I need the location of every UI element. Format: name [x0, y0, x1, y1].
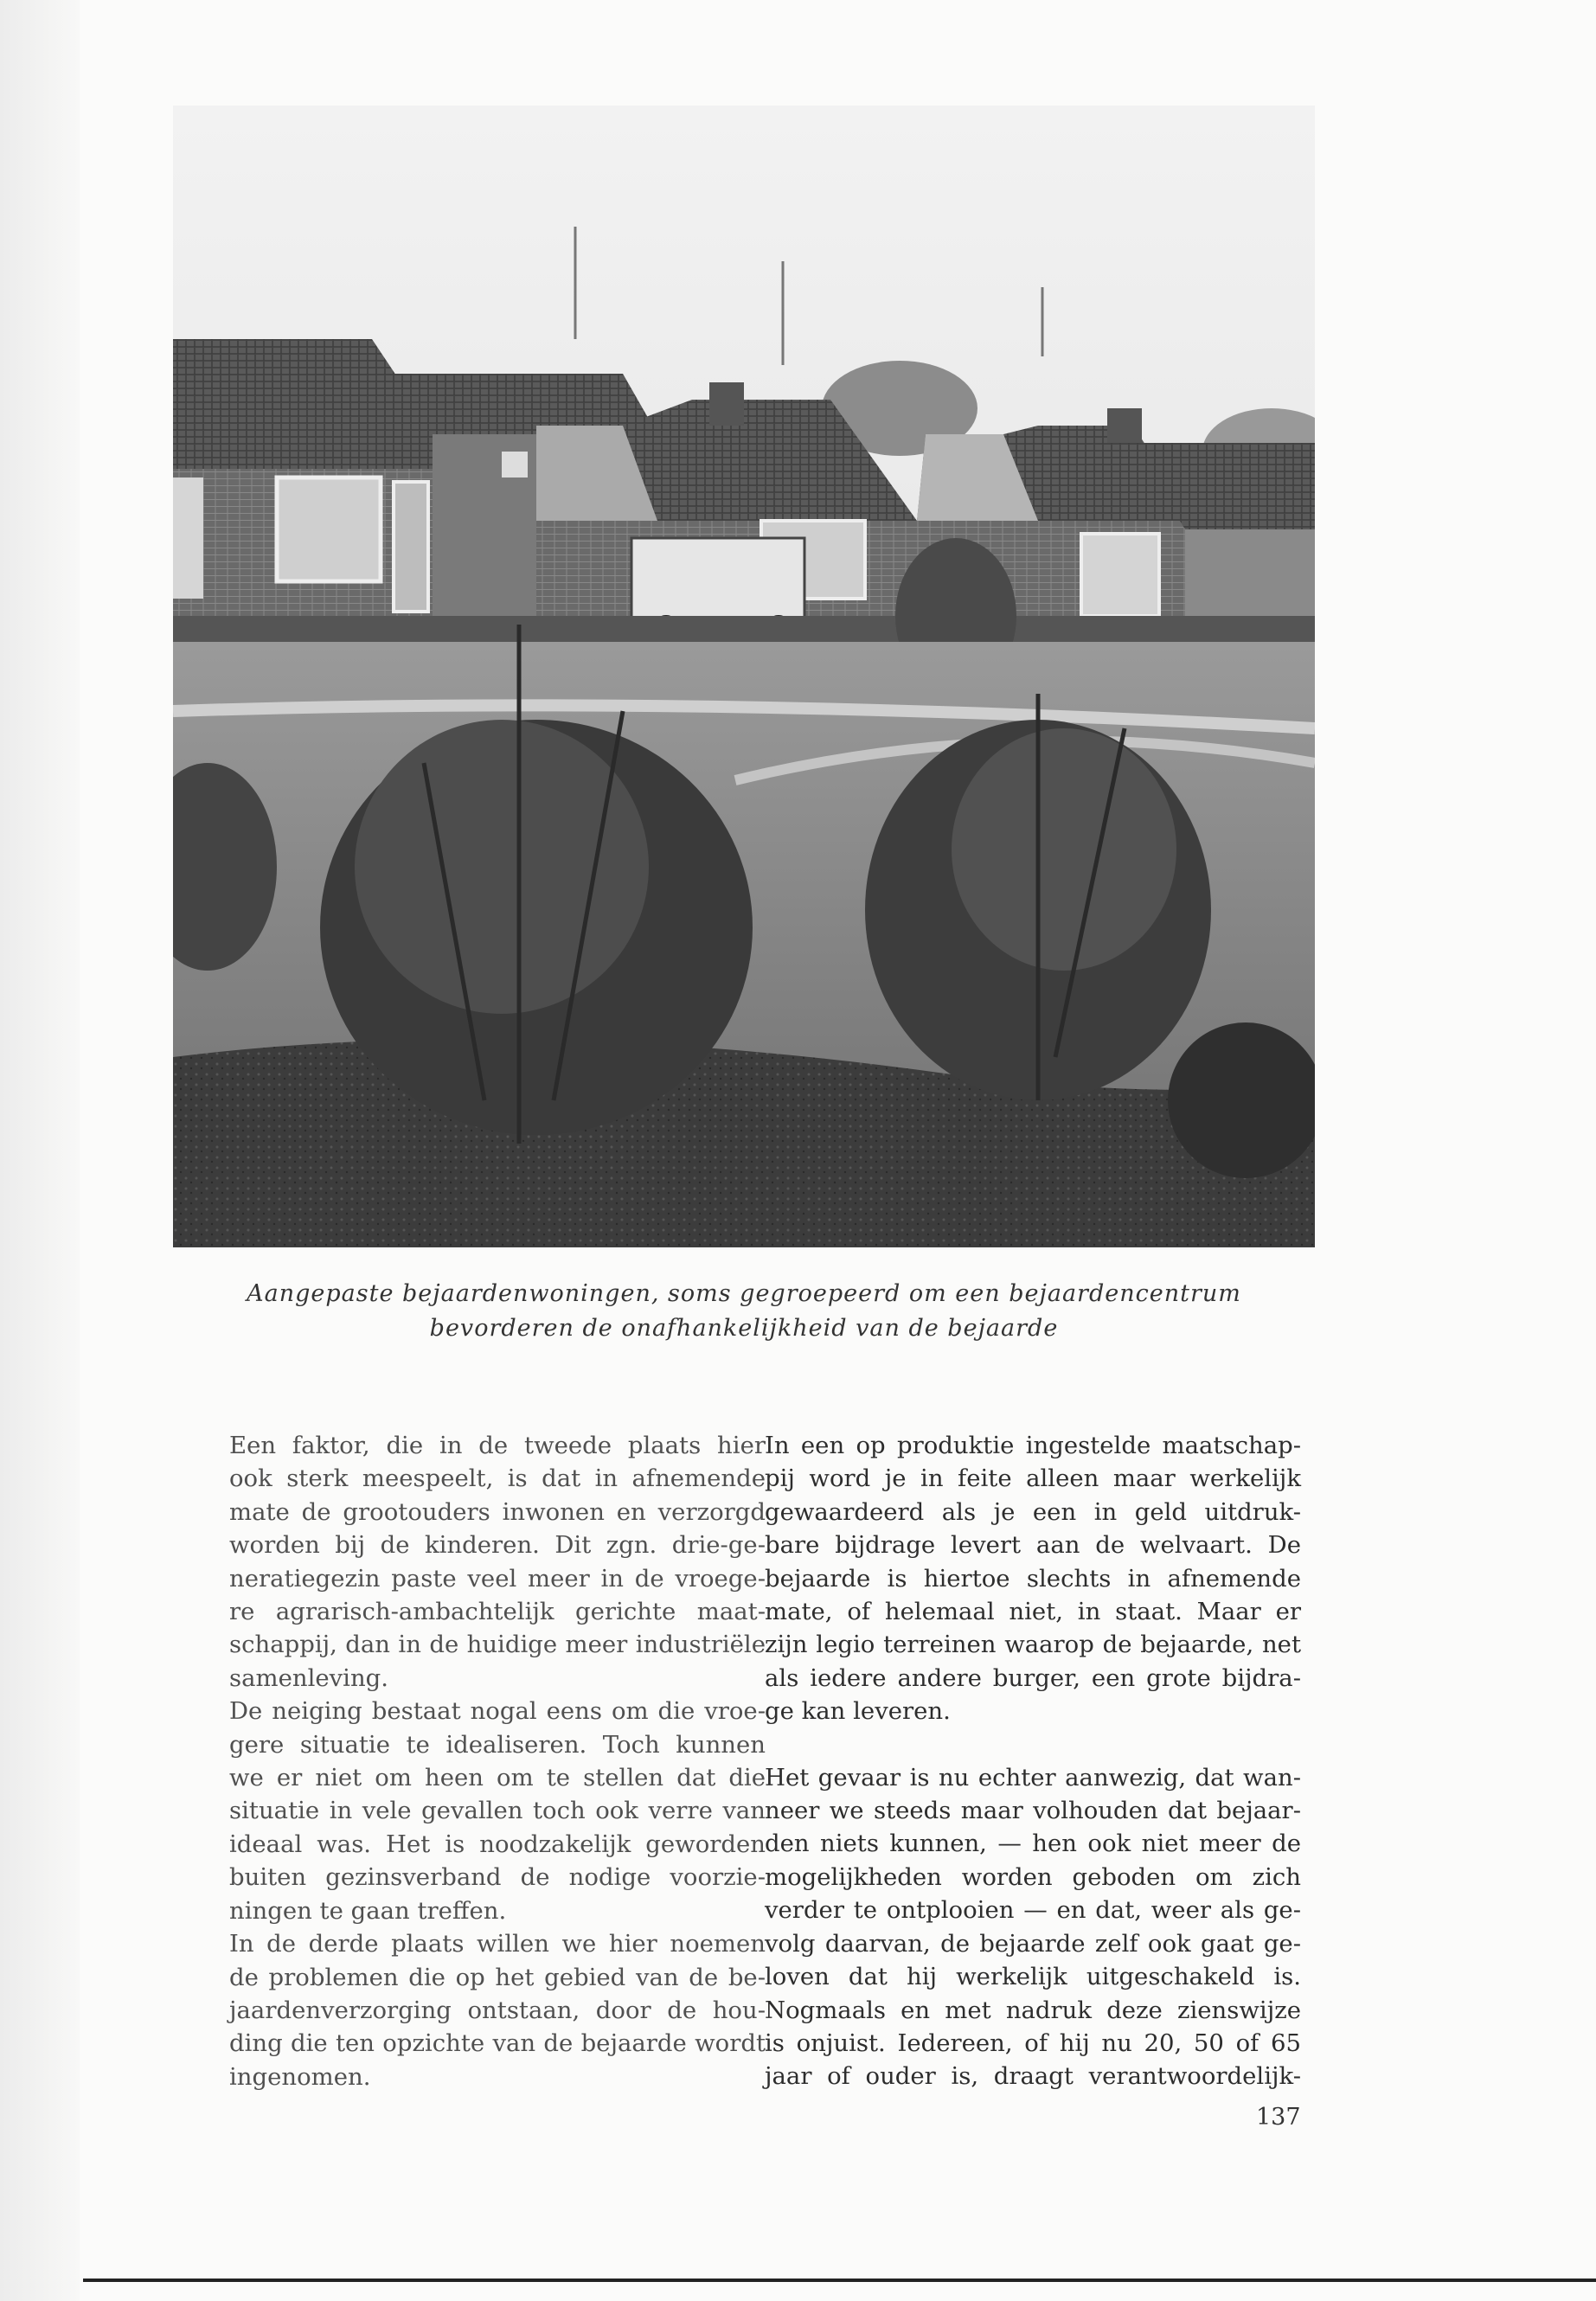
page-number: 137	[1256, 2104, 1301, 2131]
text-line: Een faktor, die in de tweede plaats hier	[229, 1432, 766, 1459]
text-line: loven dat hij werkelijk uitgeschakeld is.	[765, 1963, 1301, 1991]
text-line: situatie in vele gevallen toch ook verre van	[229, 1797, 766, 1825]
text-line: ge kan leveren.	[765, 1697, 951, 1726]
text-line: In een op produktie ingestelde maatschap-	[765, 1432, 1301, 1459]
text-line: jaardenverzorging ontstaan, door de hou-	[229, 1996, 766, 2024]
photo-icon	[173, 106, 1315, 1247]
text-line: ook sterk meespeelt, is dat in afnemende	[229, 1465, 766, 1493]
text-line: pij word je in feite alleen maar werkelijk	[765, 1465, 1301, 1493]
text-line: Het gevaar is nu echter aanwezig, dat wan-	[765, 1763, 1301, 1791]
text-line: In de derde plaats willen we hier noemen	[229, 1930, 766, 1958]
text-line: Nogmaals en met nadruk deze zienswijze	[765, 1996, 1301, 2024]
text-line: gewaardeerd als je een in geld uitdruk-	[765, 1497, 1301, 1526]
text-line: ding die ten opzichte van de bejaarde wordt	[229, 2029, 766, 2058]
text-line: we er niet om heen om te stellen dat die	[229, 1764, 766, 1792]
text-line: bejaarde is hiertoe slechts in afnemende	[765, 1564, 1301, 1593]
photo-bejaardenwoningen	[173, 106, 1315, 1247]
text-line: schappij, dan in de huidige meer industriële	[229, 1631, 766, 1659]
text-line: neratiegezin paste veel meer in de vroege-	[229, 1564, 766, 1593]
text-line: ideaal was. Het is noodzakelijk geworden	[229, 1830, 766, 1858]
text-line: den niets kunnen, — hen ook niet meer de	[765, 1830, 1301, 1858]
text-line: samenleving.	[229, 1663, 389, 1692]
text-line: bare bijdrage levert aan de welvaart. De	[765, 1531, 1301, 1560]
scan-edge-shadow	[0, 0, 80, 2301]
text-line: ningen te gaan treffen.	[229, 1896, 507, 1925]
caption-line: Aangepaste bejaardenwoningen, soms gegroepeerd om een bejaardencentrum	[247, 1280, 1241, 1307]
text-line: jaar of ouder is, draagt verantwoordelijk-	[765, 2062, 1301, 2091]
text-line: verder te ontplooien — en dat, weer als ge-	[765, 1896, 1301, 1925]
text-line: worden bij de kinderen. Dit zgn. drie-ge-	[229, 1531, 766, 1560]
text-line: is onjuist. Iedereen, of hij nu 20, 50 of 65	[765, 2029, 1301, 2057]
text-line: volg daarvan, de bejaarde zelf ook gaat ge-	[765, 1929, 1301, 1958]
text-line: De neiging bestaat nogal eens om die vroe-	[229, 1697, 766, 1726]
text-line: mate de grootouders inwonen en verzorgd	[229, 1497, 766, 1526]
bottom-rule	[83, 2279, 1596, 2282]
text-line: mogelijkheden worden geboden om zich	[765, 1862, 1301, 1891]
left-column	[229, 1429, 766, 2093]
text-line: ingenomen.	[229, 2062, 371, 2091]
paragraph-gap	[765, 1728, 1301, 1761]
text-line: gere situatie te idealiseren. Toch kunnen	[229, 1730, 766, 1759]
text-line: zijn legio terreinen waarop de bejaarde, net	[765, 1631, 1301, 1659]
text-line: buiten gezinsverband de nodige voorzie-	[229, 1863, 766, 1892]
text-line: re agrarisch-ambachtelijk gerichte maat-	[229, 1598, 766, 1626]
text-line: als iedere andere burger, een grote bijdra-	[765, 1663, 1301, 1692]
right-column	[765, 1429, 1301, 2093]
photo-caption	[130, 1277, 1358, 1346]
caption-line: bevorderen de onafhankelijkheid van de bejaarde	[429, 1315, 1059, 1342]
text-line: de problemen die op het gebied van de be-	[229, 1963, 766, 1991]
text-line: neer we steeds maar volhouden dat bejaar-	[765, 1797, 1301, 1825]
text-line: mate, of helemaal niet, in staat. Maar er	[765, 1598, 1301, 1626]
